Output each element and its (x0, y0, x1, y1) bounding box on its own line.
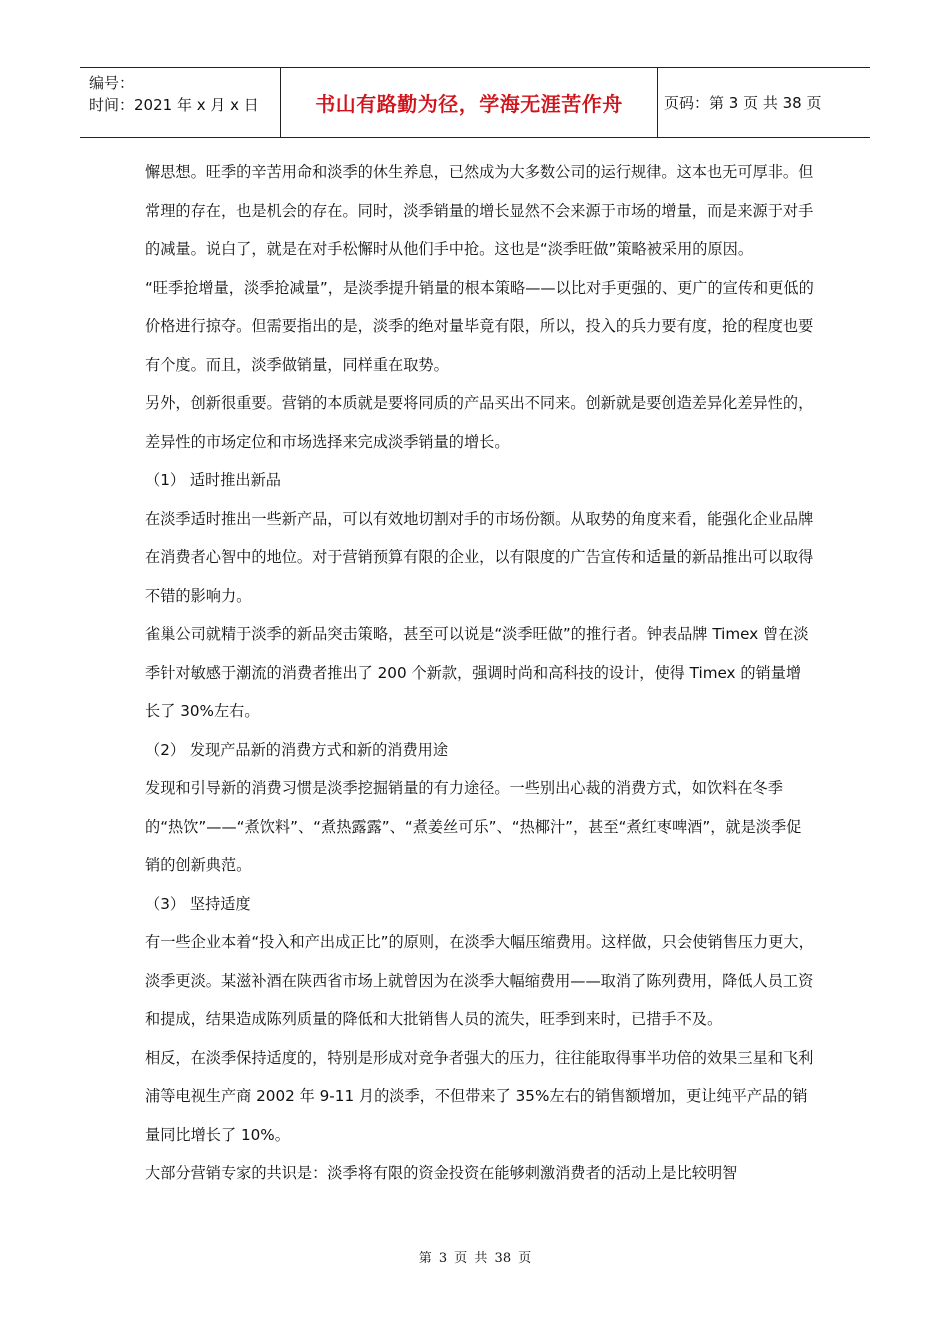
page-footer: 第 3 页 共 38 页 (418, 1251, 532, 1266)
paragraph: 懈思想。旺季的辛苦用命和淡季的休生养息，已然成为大多数公司的运行规律。这本也无可厚非。但常理的存在，也是机会的存在。同时，淡季销量的增长显然不会来源于市场的增量，而是来源于对手的减量。说白了，就是在对手松懈时从他们手中抢。这也是“淡季旺做”策略被采用的原因。 (145, 163, 814, 258)
document-number-label: 编号： (89, 74, 135, 92)
header-page-cell (658, 68, 870, 137)
paragraph: 大部分营销专家的共识是：淡季将有限的资金投资在能够刺激消费者的活动上是比较明智 (145, 1164, 738, 1182)
document-body (145, 153, 815, 1193)
header-motto: 书山有路勤为径，学海无涯苦作舟 (315, 92, 623, 116)
paragraph: “旺季抢增量，淡季抢减量”，是淡季提升销量的根本策略——以比对手更强的、更广的宣传和更低的价格进行掠夺。但需要指出的是，淡季的绝对量毕竟有限，所以，投入的兵力要有度，抢的程度也要有个度。而且，淡季做销量，同样重在取势。 (145, 278, 814, 374)
header-page-info: 页码：第 3 页 共 38 页 (664, 94, 822, 112)
paragraph: 在淡季适时推出一些新产品，可以有效地切割对手的市场份额。从取势的角度来看，能强化企业品牌在消费者心智中的地位。对于营销预算有限的企业，以有限度的广告宣传和适量的新品推出可以取得不错的影响力。 (145, 509, 814, 605)
header-info-cell (80, 68, 281, 137)
header-motto-cell (281, 68, 658, 137)
paragraph: 发现和引导新的消费习惯是淡季挖掘销量的有力途径。一些别出心裁的消费方式，如饮料在冬季的“热饮”——“煮饮料”、“煮热露露”、“煮姜丝可乐”、“热椰汁”，甚至“煮红枣啤酒”，就是淡季促销的创新典范。 (145, 779, 802, 874)
paragraph: 另外，创新很重要。营销的本质就是要将同质的产品买出不同来。创新就是要创造差异化差异性的，差异性的市场定位和市场选择来完成淡季销量的增长。 (145, 394, 814, 451)
section-heading: （2） 发现产品新的消费方式和新的消费用途 (145, 740, 449, 759)
paragraph: 相反，在淡季保持适度的，特别是形成对竞争者强大的压力，往往能取得事半功倍的效果三星和飞利浦等电视生产商 2002 年 9-11 月的淡季，不但带来了 35%左右的销售额增加，更让纯平产品的销量同比增长了 10%。 (145, 1048, 814, 1144)
document-date: 时间：2021 年 x 月 x 日 (89, 96, 259, 114)
page-header (80, 67, 870, 138)
section-heading: （1） 适时推出新品 (145, 471, 281, 489)
paragraph: 有一些企业本着“投入和产出成正比”的原则，在淡季大幅压缩费用。这样做，只会使销售压力更大，淡季更淡。某滋补酒在陕西省市场上就曾因为在淡季大幅缩费用——取消了陈列费用，降低人员工资和提成，结果造成陈列质量的降低和大批销售人员的流失，旺季到来时，已措手不及。 (145, 933, 814, 1028)
paragraph: 雀巢公司就精于淡季的新品突击策略，甚至可以说是“淡季旺做”的推行者。钟表品牌 Timex 曾在淡季针对敏感于潮流的消费者推出了 200 个新款，强调时尚和高科技的设计，使得 Timex 的销量增长了 30%左右。 (145, 625, 809, 720)
section-heading: （3） 坚持适度 (145, 894, 251, 913)
